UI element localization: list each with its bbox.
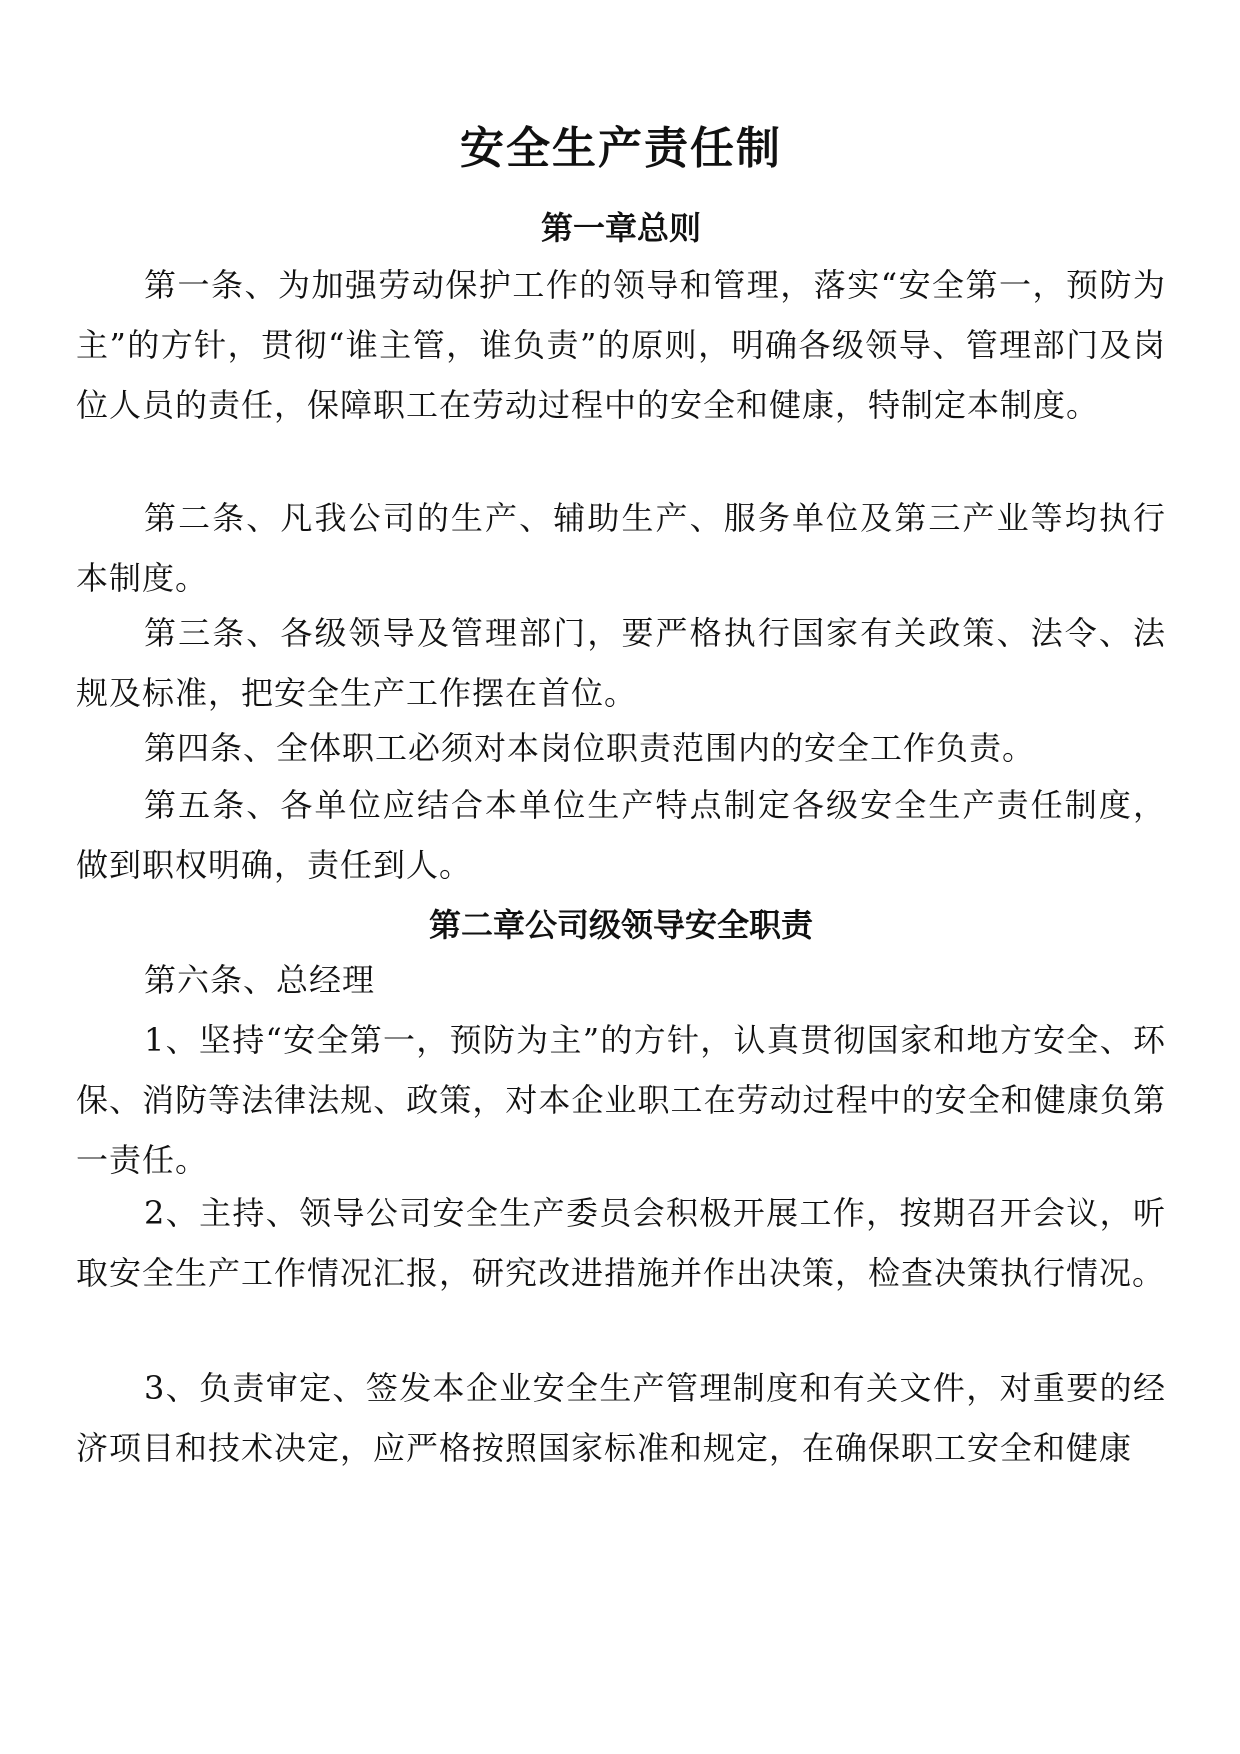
chapter-2-heading: 第二章公司级领导安全职责: [428, 906, 813, 944]
article-2: 第二条、凡我公司的生产、辅助生产、服务单位及第三产业等均执行本制度。: [76, 499, 1166, 597]
document-title: 安全生产责任制: [460, 123, 782, 174]
article-4: 第四条、全体职工必须对本岗位职责范围内的安全工作负责。: [144, 729, 1036, 767]
article-6-item-3: 3、负责审定、签发本企业安全生产管理制度和有关文件，对重要的经济项目和技术决定，应严格按照国家标准和规定，在确保职工安全和健康: [76, 1369, 1166, 1467]
article-3: 第三条、各级领导及管理部门，要严格执行国家有关政策、法令、法规及标准，把安全生产工作摆在首位。: [76, 614, 1166, 712]
article-6-item-2: 2、主持、领导公司安全生产委员会积极开展工作，按期召开会议，听取安全生产工作情况汇报，研究改进措施并作出决策，检查决策执行情况。: [76, 1194, 1166, 1292]
article-6-title: 第六条、总经理: [144, 961, 376, 999]
article-1: 第一条、为加强劳动保护工作的领导和管理，落实“安全第一，预防为主”的方针，贯彻“谁主管，谁负责”的原则，明确各级领导、管理部门及岗位人员的责任，保障职工在劳动过程中的安全和健康，特制定本制度。: [76, 266, 1166, 424]
chapter-1-heading: 第一章总则: [540, 209, 701, 247]
article-5: 第五条、各单位应结合本单位生产特点制定各级安全生产责任制度，做到职权明确，责任到人。: [76, 786, 1166, 884]
article-6-item-1: 1、坚持“安全第一，预防为主”的方针，认真贯彻国家和地方安全、环保、消防等法律法规、政策，对本企业职工在劳动过程中的安全和健康负第一责任。: [76, 1021, 1166, 1179]
